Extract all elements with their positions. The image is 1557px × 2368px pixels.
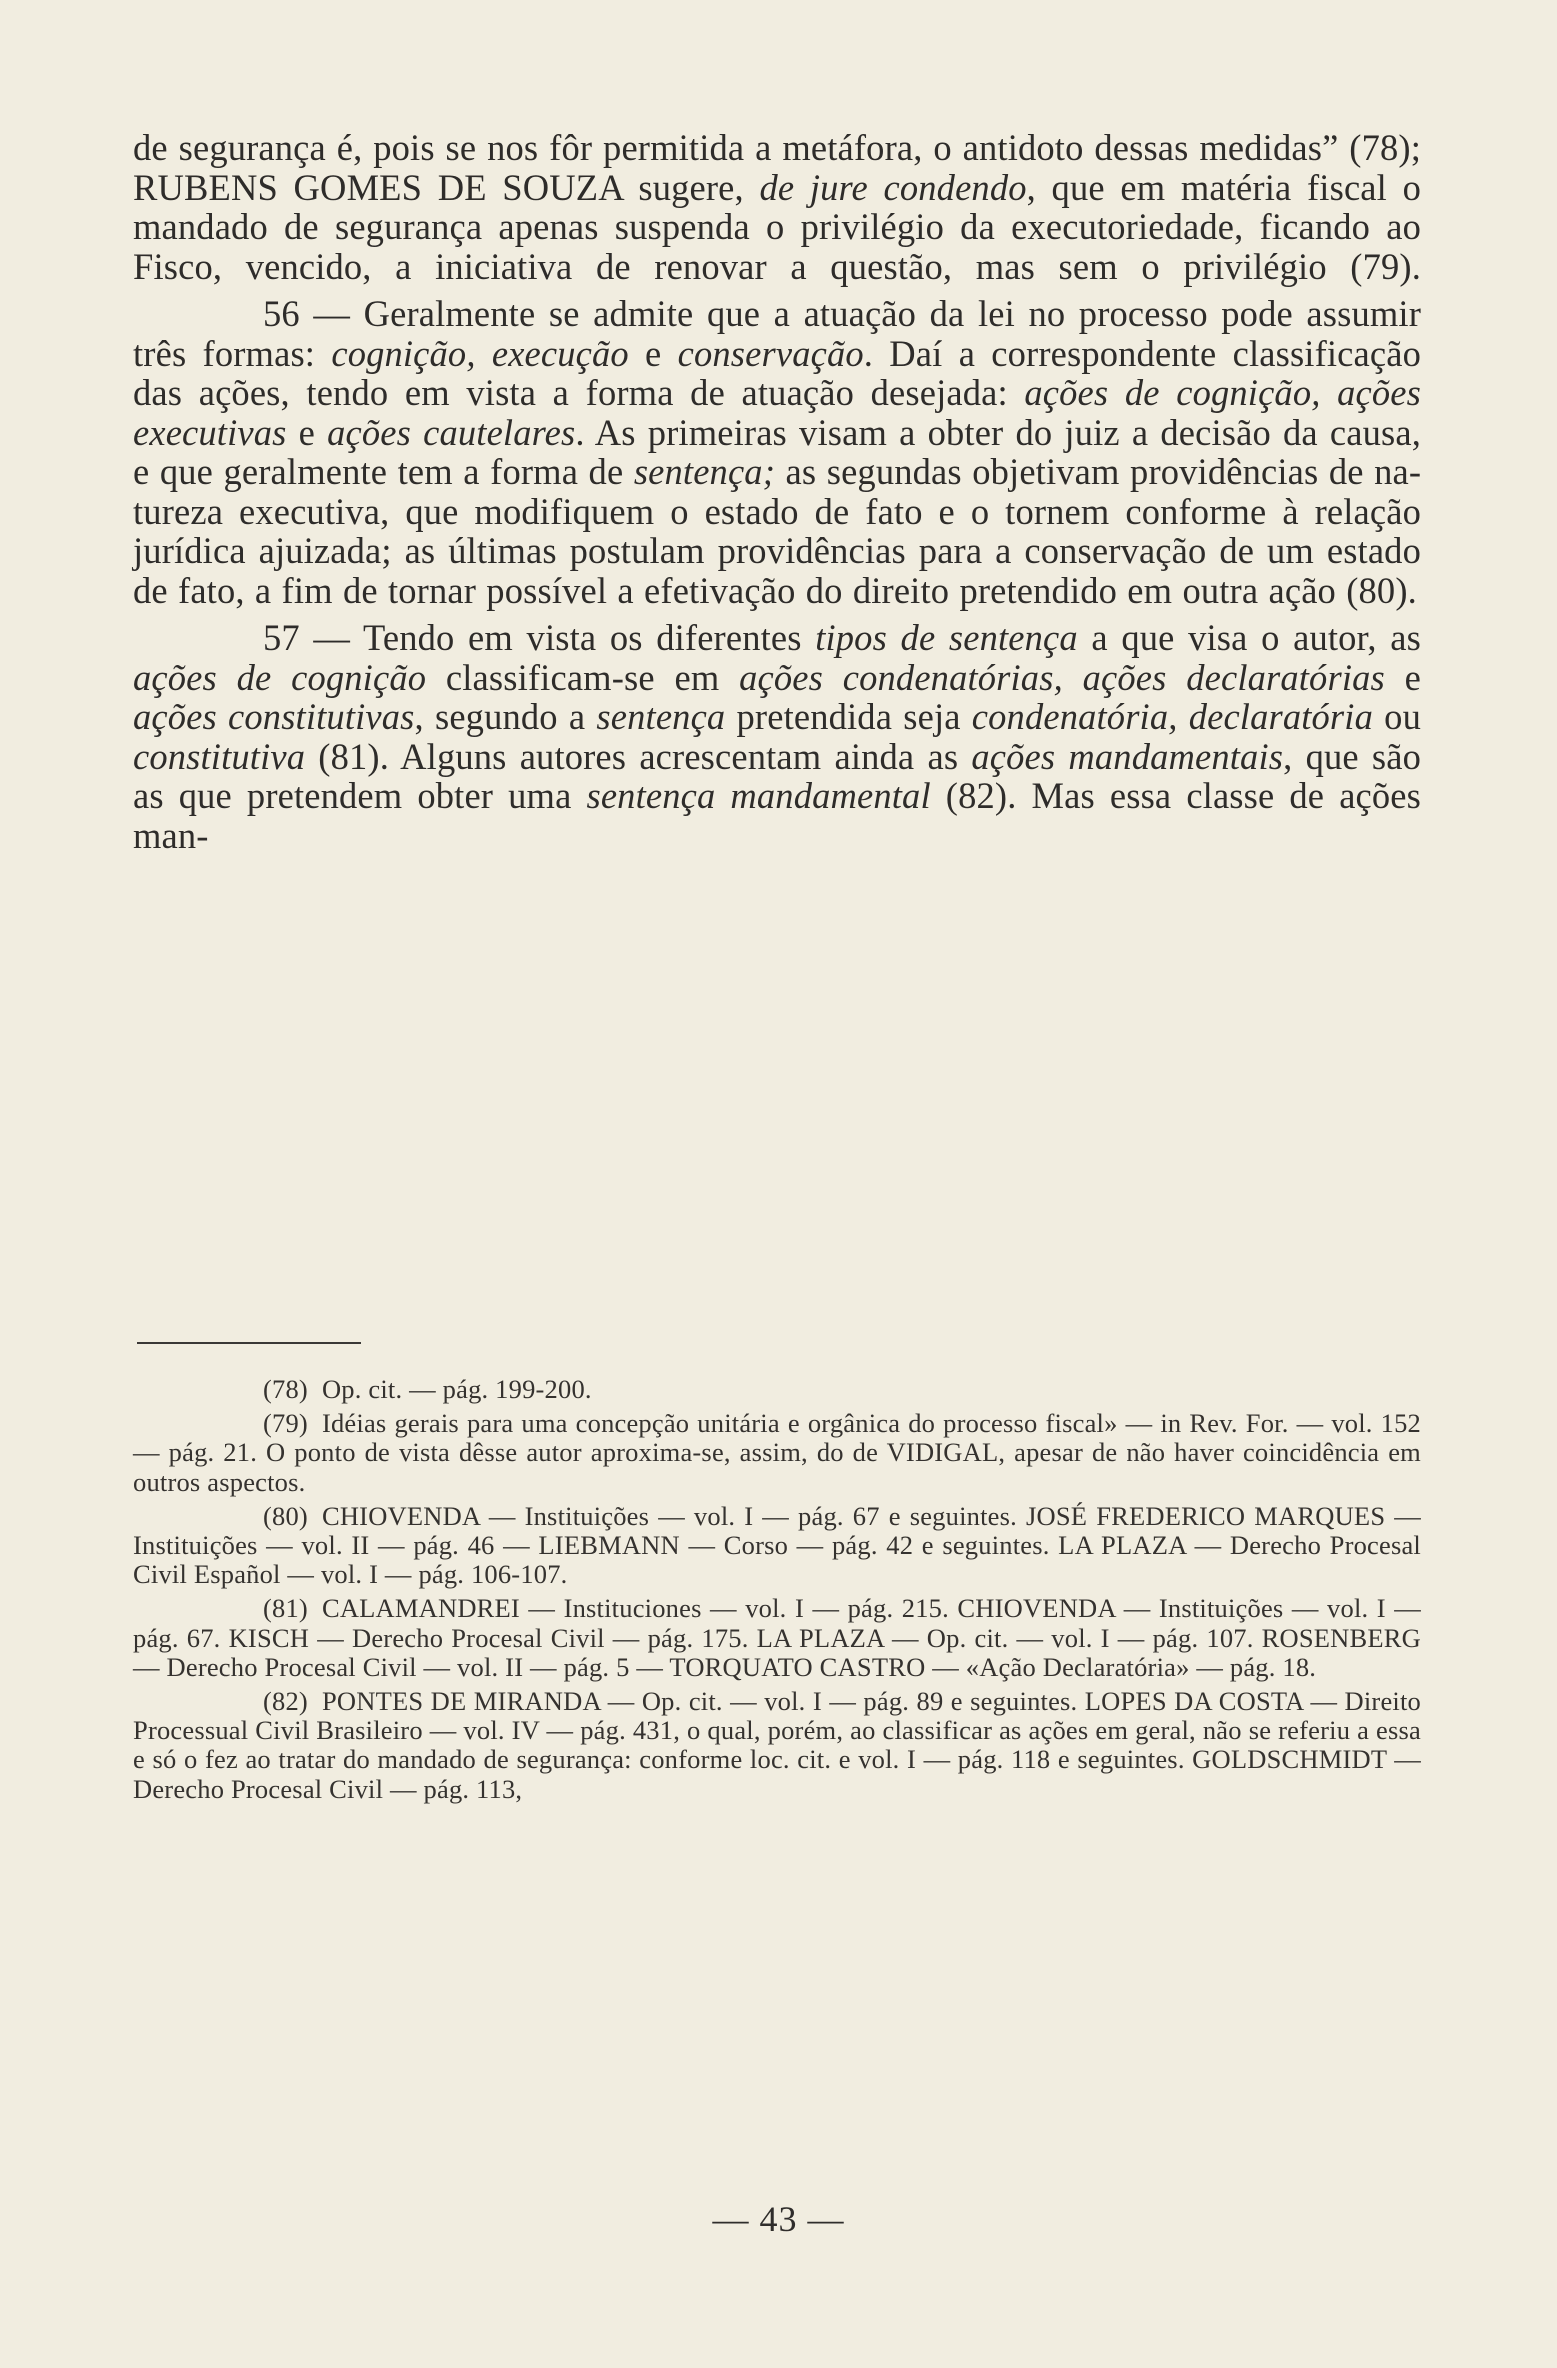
- page-number: — 43 —: [712, 2199, 845, 2239]
- footnotes: [133, 1375, 1421, 1804]
- footnote-number: (81): [263, 1593, 308, 1624]
- footnote-text: PONTES DE MIRANDA — Op. cit. — vol. I — pág. 89 e seguintes. LOPES DA COSTA — Direito Processual Civil Brasileiro — vol. IV — pág. 431, o qual, porém, ao classificar as ações em geral, não se referiu a essa e só o fez ao tratar do mandado de segurança: conforme loc. cit. e vol. I — pág. 118 e seguintes. GOLDSCHMIDT — Derecho Procesal Civil — pág. 113,: [133, 1686, 1421, 1804]
- footnote-text: Op. cit. — pág. 199-200.: [321, 1374, 592, 1404]
- text-run: (82). Mas essa classe de ações man-: [133, 775, 1421, 856]
- text-run: . Daí a correspondente classificação das ações, tendo em vista a forma de atuação desejada:: [133, 332, 1421, 413]
- italic-run: sentença: [596, 696, 726, 737]
- text-run: ou: [1372, 696, 1421, 737]
- italic-run: tipos de sentença: [815, 617, 1078, 658]
- text-run: 57 — Tendo em vista os diferentes: [263, 617, 816, 658]
- paragraph-57: [133, 618, 1421, 855]
- footnote-number: (82): [263, 1686, 308, 1717]
- text-run: e: [286, 411, 328, 453]
- italic-run: conservação: [677, 332, 864, 374]
- footnote-number: (78): [263, 1374, 308, 1404]
- text-run: e: [628, 332, 678, 374]
- text-run: de segurança é, pois se nos fôr permitida a metáfora, o antidoto dessas medidas” (78); RUBENS GOMES DE SOUZA sugere,: [133, 127, 1421, 208]
- text-run: . As primeiras visam a obter do juiz a decisão da causa, e que geralmente tem a forma de: [133, 411, 1421, 492]
- text-run: e: [1384, 656, 1421, 698]
- italic-run: ações mandamentais: [971, 735, 1284, 777]
- text-run: pretendida seja: [725, 696, 972, 737]
- italic-run: ações condenatórias, ações declaratórias: [739, 656, 1385, 698]
- paragraph-continuation: [133, 128, 1421, 286]
- footnote-79: [133, 1409, 1421, 1497]
- footnote-text: CHIOVENDA — Instituições — vol. I — pág. 67 e seguintes. JOSÉ FREDERICO MARQUES — Instituições — vol. II — pág. 46 — LIEBMANN — Corso — pág. 42 e seguintes. LA PLAZA — Derecho Procesal Civil Español — vol. I — pág. 106-107.: [133, 1500, 1421, 1590]
- italic-run: sentença;: [633, 451, 776, 492]
- italic-run: sentença mandamental: [586, 775, 931, 816]
- text-run: as segundas objetivam providências de natureza executiva, que modifiquem o estado de fato e o tornem conforme à relação jurídica ajuizada; as últimas postulam providências para a conservação de um estado de fato, a fim de tornar possível a efetivação do direito pretendido em outra ação (80).: [133, 451, 1421, 611]
- text-run: , segundo a: [414, 696, 597, 737]
- text-run: classificam-se em: [426, 656, 740, 698]
- italic-run: ações de cognição, ações executivas: [133, 372, 1421, 453]
- paragraph-56: [133, 294, 1421, 610]
- footnote-separator-rule: [137, 1342, 361, 1344]
- italic-run: ações de cognição: [133, 656, 427, 698]
- footnote-81: [133, 1594, 1421, 1682]
- italic-run: cognição, execução: [331, 332, 629, 374]
- text-run: (81). Alguns autores acrescentam ainda as: [305, 735, 972, 777]
- text-run: , que em matéria fiscal o mandado de segurança apenas suspenda o privilégio da executoriedade, ficando ao Fisco, vencido, a iniciativa de renovar a questão, mas sem o privilégio (79).: [133, 166, 1421, 287]
- main-text: [133, 128, 1421, 855]
- italic-run: de jure condendo: [759, 166, 1027, 208]
- footnote-80: [133, 1502, 1421, 1590]
- italic-run: constitutiva: [133, 735, 306, 777]
- text-run: , que são as que pretendem obter uma: [133, 735, 1421, 816]
- italic-run: condenatória, declaratória: [971, 696, 1373, 737]
- text-run: 56 — Geralmente se admite que a atuação da lei no processo pode assumir três formas:: [133, 293, 1421, 374]
- footnote-text: Idéias gerais para uma concepção unitária e orgânica do processo fiscal» — in Rev. For. — vol. 152 — pág. 21. O ponto de vista dêsse autor aproxima-se, assim, do de VIDIGAL, apesar de não haver coincidência em outros aspectos.: [133, 1408, 1421, 1497]
- footnote-78: [133, 1375, 1421, 1404]
- footnote-text: CALAMANDREI — Instituciones — vol. I — pág. 215. CHIOVENDA — Instituições — vol. I — pág. 67. KISCH — Derecho Procesal Civil — pág. 175. LA PLAZA — Op. cit. — vol. I — pág. 107. ROSENBERG — Derecho Procesal Civil — vol. II — pág. 5 — TORQUATO CASTRO — «Ação Declaratória» — pág. 18.: [133, 1593, 1421, 1682]
- text-run: a que visa o autor, as: [1077, 617, 1421, 658]
- italic-run: ações cautelares: [327, 411, 576, 453]
- italic-run: ações constitutivas: [133, 696, 415, 737]
- footnote-82: [133, 1687, 1421, 1804]
- footnote-number: (80): [263, 1500, 308, 1531]
- footnote-number: (79): [263, 1408, 308, 1439]
